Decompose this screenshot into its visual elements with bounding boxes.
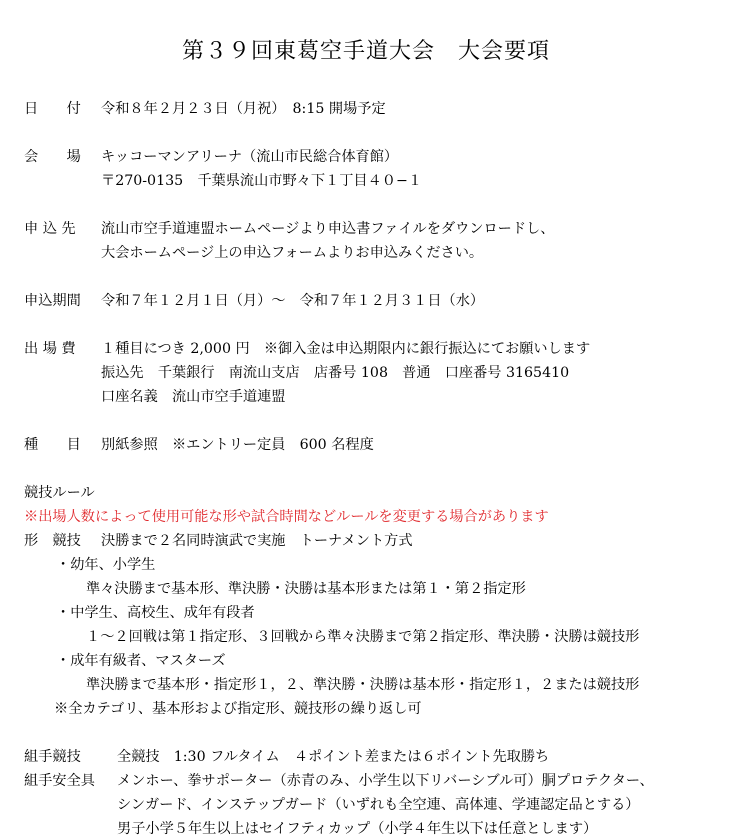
category-adult-text: 準決勝まで基本形・指定形１，２、準決勝・決勝は基本形・指定形１，２または競技形 (86, 677, 640, 693)
category-youth-text: １～２回戦は第１指定形、３回戦から準々決勝まで第２指定形、準決勝・決勝は競技形 (86, 629, 640, 645)
period-text: 令和７年１２月１日（月）～ 令和７年１２月３１日（水） (101, 293, 485, 309)
date-label: 日 付 (24, 101, 81, 117)
safety-line2: シンガード、インステップガード（いずれも全空連、高体連、学連認定品とする） (117, 797, 640, 813)
fee-line1: １種目につき 2,000 円 ※御入金は申込期限内に銀行振込にてお願いします (101, 341, 591, 357)
category-junior: ・幼年、小学生 (56, 557, 156, 573)
events-label: 種 目 (24, 437, 81, 453)
rules-heading: 競技ルール (24, 485, 95, 501)
date-text: 令和８年２月２３日（月祝） 8:15 開場予定 (101, 101, 386, 117)
venue-address: 〒270-0135 千葉県流山市野々下１丁目４０−１ (101, 173, 423, 189)
category-adult: ・成年有級者、マスターズ (56, 653, 226, 669)
rules-notice: ※出場人数によって使用可能な形や試合時間などルールを変更する場合があります (24, 509, 549, 525)
period-label: 申込期間 (24, 293, 81, 309)
apply-label: 申 込 先 (24, 221, 76, 237)
apply-line2: 大会ホームページ上の申込フォームよりお申込みください。 (101, 245, 484, 261)
safety-line1: メンホー、拳サポーター（赤青のみ、小学生以下リバーシブル可）胴プロテクター、 (117, 773, 654, 789)
kumite-text: 全競技 1:30 フルタイム ４ポイント差または６ポイント先取勝ち (117, 749, 550, 765)
kata-label: 形 競技 (24, 533, 81, 549)
fee-account-holder: 口座名義 流山市空手道連盟 (101, 389, 286, 405)
category-junior-text: 準々決勝まで基本形、準決勝・決勝は基本形または第１・第２指定形 (86, 581, 526, 597)
venue-label: 会 場 (24, 149, 81, 165)
fee-label: 出 場 費 (24, 341, 76, 357)
rules-note: ※全カテゴリ、基本形および指定形、競技形の繰り返し可 (54, 701, 422, 717)
safety-label: 組手安全具 (24, 773, 95, 789)
events-text: 別紙参照 ※エントリー定員 600 名程度 (101, 437, 374, 453)
apply-line1: 流山市空手道連盟ホームページより申込書ファイルをダウンロードし、 (101, 221, 555, 237)
safety-line3: 男子小学５年生以上はセイフティカップ（小学４年生以下は任意とします） (117, 821, 598, 837)
category-youth: ・中学生、高校生、成年有段者 (56, 605, 255, 621)
kata-text: 決勝まで２名同時演武で実施 トーナメント方式 (101, 533, 413, 549)
page-title: 第３９回東葛空手道大会 大会要項 (181, 39, 550, 64)
kumite-label: 組手競技 (24, 749, 81, 765)
venue-name: キッコーマンアリーナ（流山市民総合体育館） (101, 149, 399, 165)
fee-bank: 振込先 千葉銀行 南流山支店 店番号 108 普通 口座番号 3165410 (101, 365, 570, 381)
